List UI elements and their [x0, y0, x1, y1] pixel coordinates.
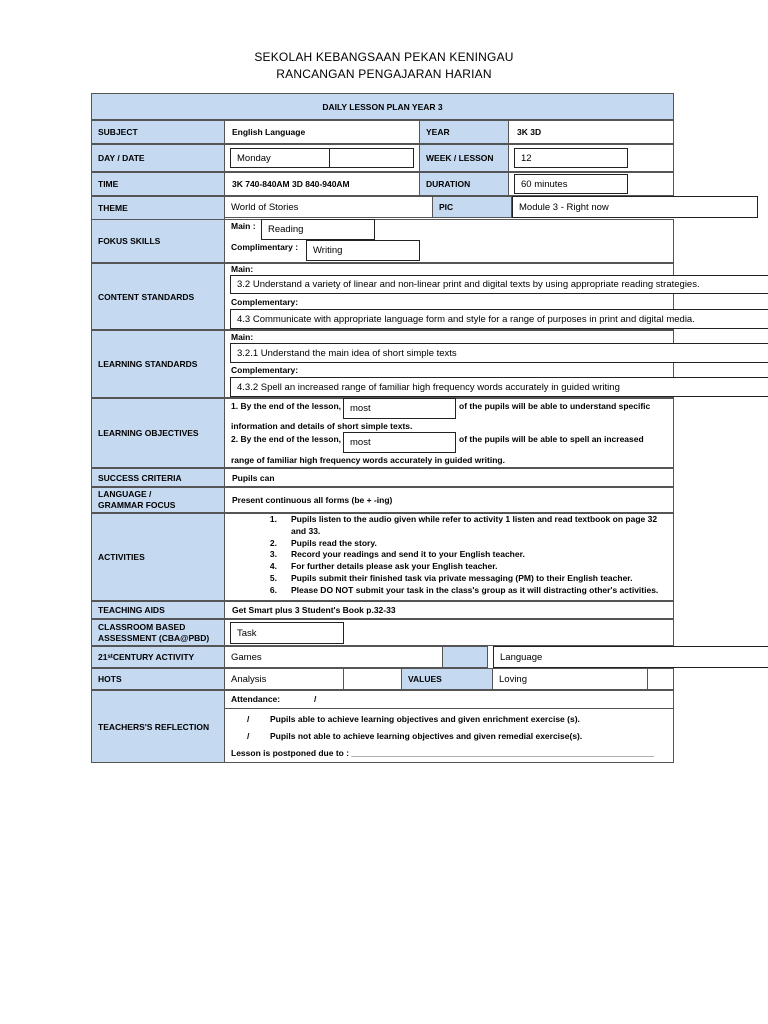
- success-criteria-value: Pupils can: [224, 468, 674, 487]
- main-skill-label: Main :: [231, 221, 256, 231]
- plan-title: RANCANGAN PENGAJARAN HARIAN: [276, 67, 492, 81]
- year-label: YEAR: [419, 120, 509, 144]
- week-lesson-field[interactable]: 12: [514, 148, 628, 168]
- complimentary-skill-label: Complimentary :: [231, 242, 299, 252]
- learning-standards-label: LEARNING STANDARDS: [91, 330, 225, 398]
- activity-item: 6. Please DO NOT submit your task in the class's group as it will distracting other's activities.: [269, 584, 659, 595]
- fokus-skills-label: FOKUS SKILLS: [91, 219, 225, 263]
- success-criteria-label: SUCCESS CRITERIA: [91, 468, 225, 487]
- grammar-value: Present continuous all forms (be + -ing): [224, 487, 674, 513]
- day-date-label: DAY / DATE: [91, 144, 225, 172]
- reflection-mark-2[interactable]: /: [247, 731, 250, 741]
- teaching-aids-value: Get Smart plus 3 Student's Book p.32-33: [224, 601, 674, 619]
- values-field[interactable]: Loving: [492, 668, 648, 690]
- obj2-end: of the pupils will be able to spell an increased: [459, 434, 644, 444]
- duration-field[interactable]: 60 minutes: [514, 174, 628, 194]
- attendance-separator: /: [314, 694, 317, 704]
- activity-item: 5. Pupils submit their finished task via private messaging (PM) to their English teacher.: [269, 572, 633, 583]
- content-standards-label: CONTENT STANDARDS: [91, 263, 225, 330]
- century-activity-field-1[interactable]: Games: [224, 646, 443, 668]
- obj1-quantity-field[interactable]: most: [343, 398, 456, 419]
- content-comp-label: Complementary:: [231, 297, 299, 307]
- reflection-option-1: Pupils able to achieve learning objectives and given enrichment exercise (s).: [270, 714, 580, 724]
- reflection-divider: [224, 708, 674, 709]
- content-main-label: Main:: [231, 264, 254, 274]
- learning-objectives-label: LEARNING OBJECTIVES: [91, 398, 225, 468]
- table-title: DAILY LESSON PLAN YEAR 3: [91, 93, 674, 120]
- activity-item: 1. Pupils listen to the audio given while refer to activity 1 listen and read textbook on page 32 and 33.: [269, 514, 658, 536]
- cba-label: [91, 619, 225, 646]
- year-value: 3K 3D: [508, 120, 674, 144]
- ls-main-field[interactable]: 3.2.1 Understand the main idea of short simple texts: [230, 343, 768, 363]
- time-label: TIME: [91, 172, 225, 196]
- reflection-option-2: Pupils not able to achieve learning objectives and given remedial exercise(s).: [270, 731, 583, 741]
- main-skill-field[interactable]: Reading: [261, 219, 375, 240]
- ls-comp-label: Complementary:: [231, 365, 299, 375]
- pic-field[interactable]: Module 3 - Right now: [512, 196, 758, 218]
- activity-item: 3. Record your readings and send it to your English teacher.: [269, 549, 525, 560]
- activity-item: 4. For further details please ask your English teacher.: [269, 561, 498, 572]
- teaching-aids-label: TEACHING AIDS: [91, 601, 225, 619]
- school-name: SEKOLAH KEBANGSAAN PEKAN KENINGAU: [254, 50, 514, 64]
- language-label-line2: GRAMMAR FOCUS: [98, 500, 176, 510]
- obj2-cont: range of familiar high frequency words accurately in guided writing.: [231, 455, 505, 465]
- time-value: 3K 740-840AM 3D 840-940AM: [224, 172, 420, 196]
- obj2-start: 2. By the end of the lesson,: [231, 434, 342, 444]
- century-activity-label: 21 st CENTURY ACTIVITY: [91, 646, 225, 668]
- activities-label: ACTIVITIES: [91, 513, 225, 601]
- subject-value: English Language: [224, 120, 420, 144]
- cba-label-line1: CLASSROOM BASED: [98, 621, 186, 632]
- hots-extra-cell: [343, 668, 402, 690]
- reflection-label: TEACHERS'S REFLECTION: [91, 690, 225, 763]
- cba-label-line2: ASSESSMENT (CBA@PBD): [98, 632, 210, 643]
- obj1-cont: information and details of short simple texts.: [231, 421, 413, 431]
- ls-main-label: Main:: [231, 332, 254, 342]
- content-comp-field[interactable]: 4.3 Communicate with appropriate language form and style for a range of purposes in print and digital media.: [230, 309, 768, 329]
- subject-label: SUBJECT: [91, 120, 225, 144]
- reflection-mark-1[interactable]: /: [247, 714, 250, 724]
- day-field[interactable]: Monday: [230, 148, 330, 168]
- values-extra-cell: [647, 668, 674, 690]
- content-main-field[interactable]: 3.2 Understand a variety of linear and non-linear print and digital texts by using appropriate reading strategies.: [230, 275, 768, 294]
- pic-label: PIC: [432, 196, 512, 218]
- language-grammar-label: [91, 487, 225, 513]
- century-activity-field-2[interactable]: Language: [493, 646, 768, 668]
- theme-label: THEME: [91, 196, 225, 220]
- cba-field[interactable]: Task: [230, 622, 344, 644]
- hots-label: HOTS: [91, 668, 225, 690]
- week-lesson-label: WEEK / LESSON: [419, 144, 509, 172]
- values-label: VALUES: [401, 668, 493, 690]
- date-field[interactable]: [329, 148, 414, 168]
- obj1-end: of the pupils will be able to understand specific: [459, 401, 651, 411]
- attendance-label: Attendance:: [231, 694, 281, 704]
- century-activity-spacer: [442, 646, 488, 668]
- complimentary-skill-field[interactable]: Writing: [306, 240, 420, 261]
- duration-label: DURATION: [419, 172, 509, 196]
- obj1-start: 1. By the end of the lesson,: [231, 401, 342, 411]
- activities-list: [240, 514, 670, 597]
- activity-item: 2. Pupils read the story.: [269, 537, 377, 548]
- language-label-line1: LANGUAGE /: [98, 489, 152, 499]
- postponed-line[interactable]: Lesson is postponed due to : ________________________________________________________________: [231, 748, 654, 758]
- ls-comp-field[interactable]: 4.3.2 Spell an increased range of familiar high frequency words accurately in guided writing: [230, 377, 768, 397]
- theme-field[interactable]: World of Stories: [224, 196, 435, 218]
- obj2-quantity-field[interactable]: most: [343, 432, 456, 453]
- hots-field[interactable]: Analysis: [224, 668, 344, 690]
